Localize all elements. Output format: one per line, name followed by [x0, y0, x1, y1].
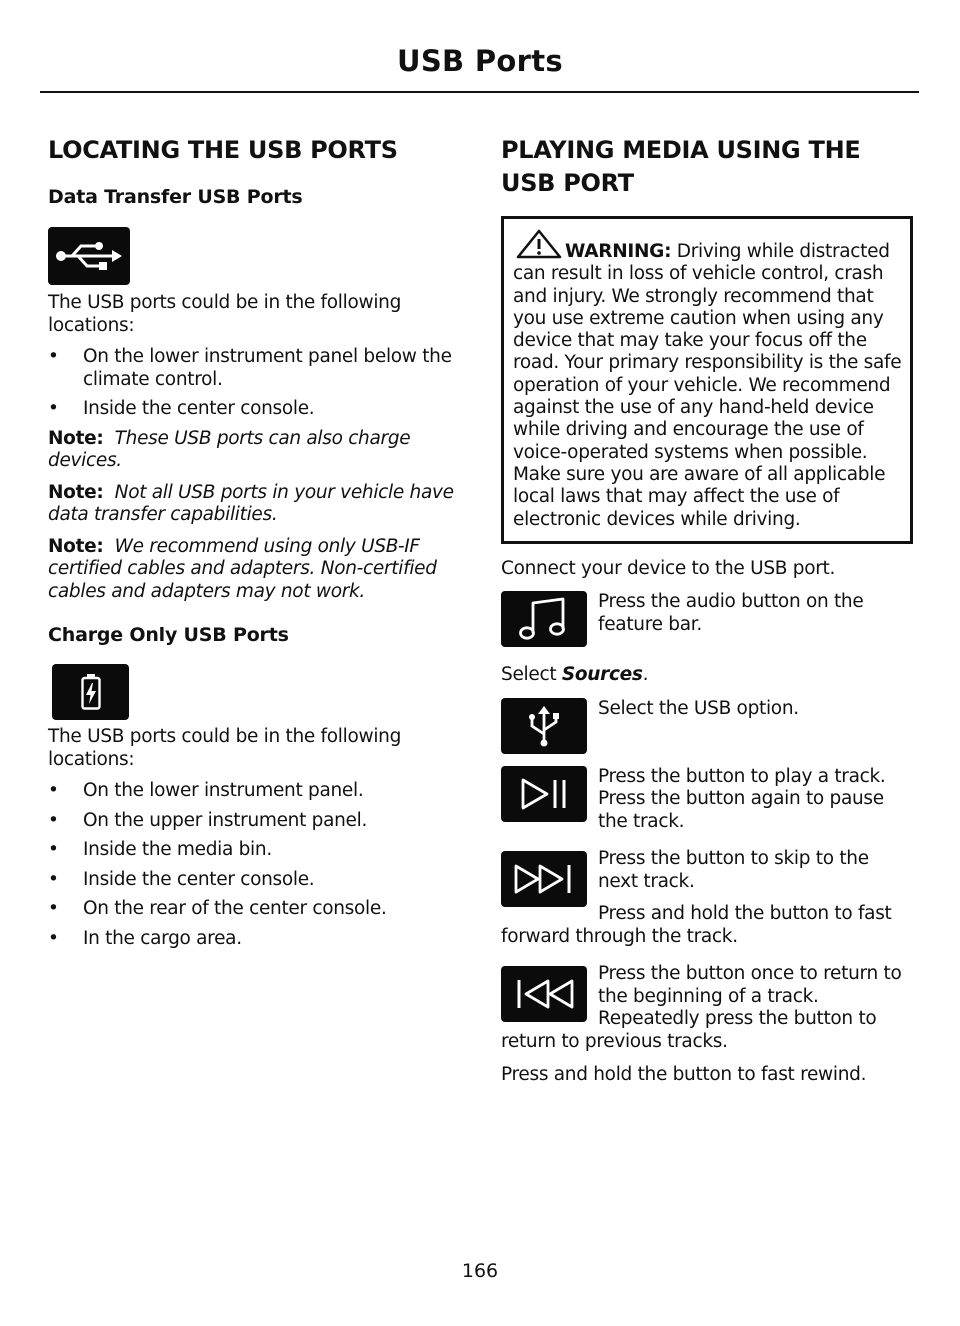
right-column — [501, 134, 913, 1087]
play-pause-icon — [501, 766, 587, 822]
heading-line-1: PLAYING MEDIA USING THE — [501, 136, 861, 164]
list-item: • Inside the media bin. — [48, 839, 272, 860]
play-pause-step-text: Press the button to play a track. Press the button again to pause the track. — [598, 765, 886, 832]
step-play-pause — [501, 766, 913, 834]
list-item: • On the upper instrument panel. — [48, 809, 368, 831]
music-note-icon — [501, 591, 587, 647]
skip-step-text: Press the button to skip to the next track. — [598, 848, 869, 892]
header-divider — [40, 91, 919, 93]
rewind-step-text: Press the button once to return to the beginning of a track. Repeatedly press the button to return to previous tracks. — [501, 963, 902, 1052]
page-title: USB Ports — [397, 44, 563, 78]
list-item: • In the cargo area. — [48, 927, 242, 949]
note: Note: We recommend using only USB-IF certified cables and adapters. Non-certified cables and adapters may not work. — [48, 535, 437, 602]
skip-forward-icon — [501, 851, 587, 907]
note: Note: These USB ports can also charge devices. — [48, 427, 411, 471]
heading-line-2: USB PORT — [501, 169, 634, 197]
list-item: • Inside the center console. — [48, 398, 315, 419]
list-item: • Inside the center console. — [48, 868, 315, 890]
skip-hold-text: Press and hold the button to fast forward through the track. — [501, 903, 892, 947]
left-column — [48, 134, 460, 950]
charge-only-intro: The USB ports could be in the following locations: — [48, 726, 402, 770]
warning-triangle-icon — [515, 229, 563, 259]
usb-trident-icon — [48, 227, 130, 285]
section-heading-playing-media — [501, 134, 913, 200]
warning-box — [501, 216, 913, 544]
subheading-data-transfer: Data Transfer USB Ports — [48, 186, 303, 208]
usb-icon — [501, 698, 587, 754]
charge-only-locations — [48, 780, 460, 950]
select-sources-text: Select Sources. — [501, 664, 649, 686]
step-rewind — [501, 963, 913, 1087]
step-skip — [501, 848, 913, 948]
data-transfer-locations — [48, 346, 460, 421]
step-usb-option — [501, 698, 913, 754]
step-audio — [501, 591, 913, 647]
list-item: • On the rear of the center console. — [48, 898, 387, 919]
battery-charge-icon — [52, 664, 129, 720]
section-heading-locating: LOCATING THE USB PORTS — [48, 136, 398, 164]
data-transfer-intro: The USB ports could be in the following locations: — [48, 292, 402, 336]
connect-instruction: Connect your device to the USB port. — [501, 557, 836, 579]
page-number: 166 — [461, 1260, 499, 1282]
audio-step-text: Press the audio button on the feature bar. — [598, 591, 864, 635]
subheading-charge-only: Charge Only USB Ports — [48, 624, 289, 646]
list-item: • On the lower instrument panel. — [48, 780, 364, 801]
skip-back-icon — [501, 966, 587, 1022]
rewind-hold-text: Press and hold the button to fast rewind. — [501, 1064, 867, 1086]
usb-step-text: Select the USB option. — [598, 697, 799, 719]
list-item: • On the lower instrument panel below the climate control. — [48, 346, 452, 390]
note: Note: Not all USB ports in your vehicle have data transfer capabilities. — [48, 481, 454, 525]
warning-text: WARNING: Driving while distracted can result in loss of vehicle control, crash and injury. We strongly recommend that you use extreme caution when using any device that may take your focus off the road. Your primary responsibility is the safe operation of your vehicle. We recommend against the use of any hand-held device while driving and encourage the use of voice-operated systems when possible. Make sure you are aware of all applicable local laws that may affect the use of electronic devices while driving. — [513, 229, 902, 531]
